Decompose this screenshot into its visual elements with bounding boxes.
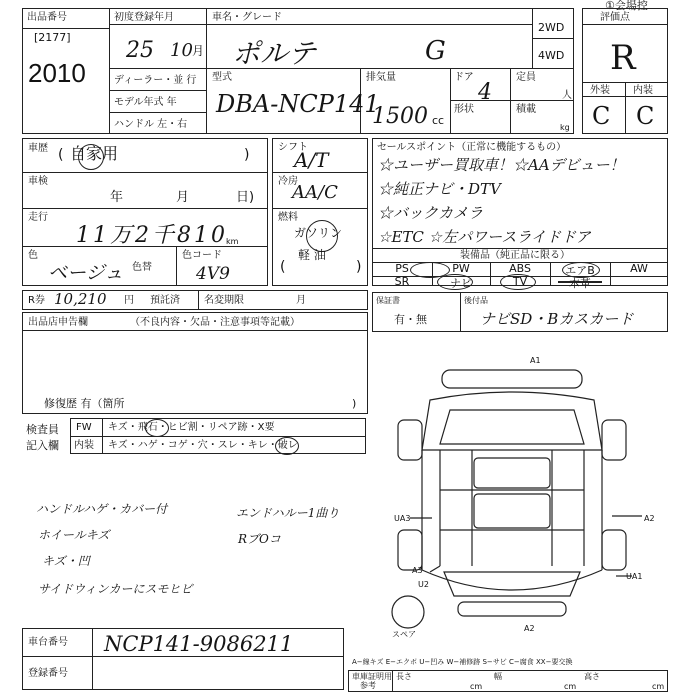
diag-a3: A3 xyxy=(412,566,423,575)
repair-history: 修復歴 有（箇所 xyxy=(44,397,125,410)
width-unit: cm xyxy=(564,682,577,691)
lot-label: 出品番号 xyxy=(27,12,67,23)
displacement-value: 1500 xyxy=(372,104,428,129)
car-name: ポルテ xyxy=(232,37,317,70)
diag-a2-bottom: A2 xyxy=(524,624,535,633)
drive-4wd: 4WD xyxy=(538,49,565,62)
model-value: DBA-NCP141 xyxy=(216,90,380,118)
check-label-1: 検査員 xyxy=(26,423,59,436)
fuel-diesel: 軽 油 xyxy=(298,248,326,262)
dealer-line-2: モデル年式 年 xyxy=(114,97,177,108)
sales-item-1: ☆ユーザー買取車！☆AAデビュー！ xyxy=(378,156,625,174)
load-unit: kg xyxy=(560,123,570,132)
recycle-month: 月 xyxy=(296,295,306,306)
height-label: 高さ xyxy=(584,672,600,681)
recycle-label: R券 xyxy=(28,295,45,306)
garage-label-1: 車庫証明用 xyxy=(352,672,392,681)
dealer-line-1: ディーラー・並 行 xyxy=(114,75,197,86)
equip-ps: PS xyxy=(395,262,409,275)
sales-item-4: ☆ETC ☆左パワースライドドア xyxy=(378,228,591,246)
history-value: 自家用 xyxy=(70,144,119,163)
drive-2wd: 2WD xyxy=(538,21,565,34)
declaration-label: 出品店申告欄 xyxy=(28,317,88,328)
int-items: キズ・ハゲ・コゲ・穴・スレ・キレ・破レ xyxy=(108,440,298,451)
first-reg-month-unit: 月 xyxy=(192,44,205,58)
note-right-2: RブOコ xyxy=(238,532,281,546)
shape-label: 形状 xyxy=(454,104,474,115)
displacement-unit: cc xyxy=(432,114,445,127)
int-check-label: 内装 xyxy=(74,440,94,451)
chassis-label: 車台番号 xyxy=(28,637,68,648)
fw-items: キズ・飛石・ヒビ割・リペア跡・X要 xyxy=(108,422,275,433)
aftermarket-label: 後付品 xyxy=(464,296,488,305)
note-2: ホイールキズ xyxy=(38,528,110,542)
note-right-1: エンドハルー1曲り xyxy=(236,506,340,520)
note-3: キズ・凹 xyxy=(42,554,90,568)
color-code-value: 4V9 xyxy=(196,264,230,284)
first-reg-label: 初度登録年月 xyxy=(114,12,174,23)
sales-item-3: ☆バックカメラ xyxy=(378,204,484,222)
lot-number: 2010 xyxy=(28,58,86,88)
registration-label: 登録番号 xyxy=(28,668,68,679)
model-label: 型式 xyxy=(212,72,232,83)
fw-label: FW xyxy=(76,422,92,433)
capacity-label: 定員 xyxy=(516,72,536,83)
diag-spare: スペア xyxy=(392,630,416,639)
grade-value: R xyxy=(610,38,636,78)
ac-value: AA/C xyxy=(292,182,338,203)
warranty-value: 有・無 xyxy=(394,313,427,326)
mileage-unit: km xyxy=(226,237,239,246)
equip-abs: ABS xyxy=(509,262,531,275)
declaration-note: （不良内容・欠品・注意事項等記載） xyxy=(130,317,300,328)
dealer-line-3: ハンドル 左・右 xyxy=(114,119,188,130)
first-reg-year: 25 xyxy=(126,38,154,63)
sales-label: セールスポイント（正常に機能するもの） xyxy=(377,142,567,153)
lot-code: [2177] xyxy=(34,31,71,44)
equip-airbag: エアB xyxy=(565,264,595,277)
fuel-gasoline: ガソリン xyxy=(294,226,343,240)
warranty-label: 保証書 xyxy=(376,296,400,305)
equip-tv: TV xyxy=(512,275,528,288)
ext-value: C xyxy=(592,102,611,130)
recycle-limit: 名変期限 xyxy=(204,295,244,306)
inspection-year: 年 xyxy=(110,190,124,205)
door-value: 4 xyxy=(478,80,492,105)
height-unit: cm xyxy=(652,682,665,691)
equipment-label: 装備品（純正品に限る） xyxy=(460,250,570,261)
diag-a1: A1 xyxy=(530,356,541,365)
history-paren-close: ) xyxy=(244,147,250,163)
color-value: ベージュ xyxy=(48,262,124,284)
history-label: 車歴 xyxy=(28,143,48,154)
equip-leather: 本革 xyxy=(569,277,591,290)
shift-value: A/T xyxy=(294,148,329,172)
inspection-month: 月 xyxy=(176,190,190,205)
garage-label-2: 参考 xyxy=(360,681,376,690)
load-label: 積載 xyxy=(516,104,536,115)
width-label: 幅 xyxy=(494,672,502,681)
equip-navi: ナビ xyxy=(450,277,472,290)
ext-label: 外装 xyxy=(590,85,610,96)
copy-label: ①会場控 xyxy=(605,0,648,12)
diag-a2-right: A2 xyxy=(644,514,655,523)
note-1: ハンドルハゲ・カバー付 xyxy=(36,502,168,516)
aftermarket-value: ナビSD・Bカスカード xyxy=(480,310,634,328)
note-4: サイドウィンカーにスモヒビ xyxy=(38,582,193,596)
capacity-unit: 人 xyxy=(562,90,572,101)
color-code-label: 色コード xyxy=(182,250,222,261)
grade-label: 評価点 xyxy=(600,12,630,23)
recycle-value: 10,210 xyxy=(54,290,107,308)
ac-label: 冷房 xyxy=(278,176,298,187)
equip-pw: PW xyxy=(452,262,470,275)
fuel-label: 燃料 xyxy=(278,212,298,223)
recycle-deposit: 預託済 xyxy=(150,295,180,306)
length-unit: cm xyxy=(470,682,483,691)
color-label: 色 xyxy=(28,250,38,261)
int-value: C xyxy=(636,102,655,130)
displacement-label: 排気量 xyxy=(366,72,396,83)
name-label: 車名・グレード xyxy=(212,12,282,23)
equip-aw: AW xyxy=(630,262,648,275)
damage-legend: A−線キズ E−エクボ U−凹み W−補修跡 S−サビ C−腐食 XX−要交換 xyxy=(352,658,573,666)
history-circle xyxy=(78,144,104,170)
equip-sr: SR xyxy=(394,275,410,288)
diag-u2: U2 xyxy=(418,580,429,589)
mileage-label: 走行 xyxy=(28,212,48,223)
int-label: 内装 xyxy=(633,85,653,96)
diag-ua1: UA1 xyxy=(626,572,643,581)
check-label-2: 記入欄 xyxy=(26,439,59,452)
sales-item-2: ☆純正ナビ・DTV xyxy=(378,180,501,198)
first-reg-month: 10 xyxy=(170,40,193,61)
chassis-value: NCP141-9086211 xyxy=(104,632,294,656)
inspection-label: 車検 xyxy=(28,176,48,187)
shift-label: シフト xyxy=(278,142,308,153)
mileage-value: 11万2千810 xyxy=(76,223,228,248)
history-paren-open: ( xyxy=(58,147,64,163)
length-label: 長さ xyxy=(396,672,412,681)
recycle-unit: 円 xyxy=(124,295,134,306)
inspection-day: 日) xyxy=(236,190,255,205)
car-grade: G xyxy=(425,36,446,66)
color-change-label: 色替 xyxy=(132,262,152,273)
diag-ua3: UA3 xyxy=(394,514,411,523)
door-label: ドア xyxy=(454,72,474,83)
